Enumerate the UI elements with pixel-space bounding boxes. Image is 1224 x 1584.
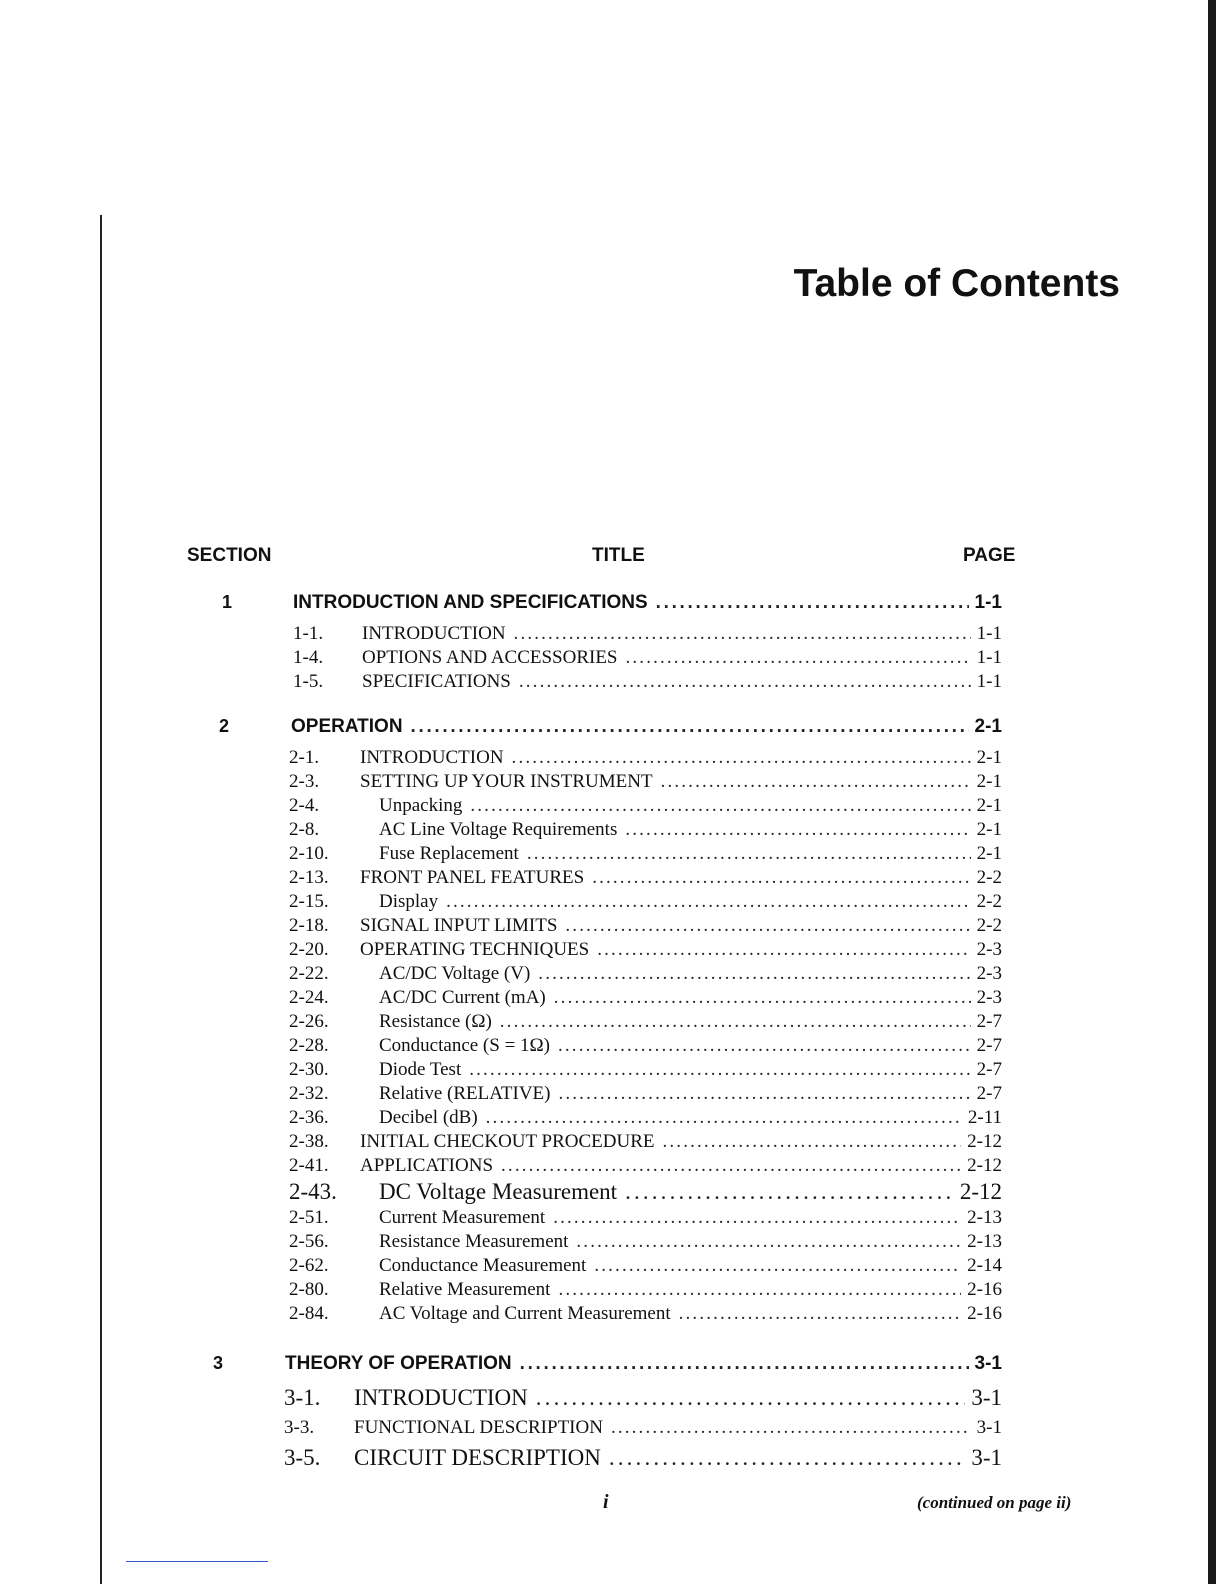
section-title: THEORY OF OPERATION xyxy=(285,1353,512,1374)
entry-label: Relative Measurement xyxy=(379,1279,551,1300)
dot-leader xyxy=(656,592,969,614)
toc-entry[interactable] xyxy=(289,795,1002,817)
footer-page-number: i xyxy=(603,1491,609,1513)
toc-entry[interactable] xyxy=(293,623,1002,645)
column-header-title: TITLE xyxy=(592,545,645,566)
entry-page: 2-12 xyxy=(967,1131,1002,1152)
entry-page: 2-7 xyxy=(976,1059,1002,1080)
dot-leader xyxy=(625,819,970,841)
toc-entry[interactable] xyxy=(284,1417,1002,1439)
entry-label: Display xyxy=(379,891,439,912)
entry-number: 3-1. xyxy=(284,1385,321,1410)
entry-label: SETTING UP YOUR INSTRUMENT xyxy=(360,771,653,792)
entry-number: 2-30. xyxy=(289,1059,329,1080)
entry-number: 2-32. xyxy=(289,1083,329,1104)
entry-label: FRONT PANEL FEATURES xyxy=(360,867,585,888)
entry-label: APPLICATIONS xyxy=(360,1155,494,1176)
entry-page: 2-1 xyxy=(976,771,1002,792)
toc-entry[interactable] xyxy=(289,1035,1002,1057)
entry-number: 2-62. xyxy=(289,1255,329,1276)
dot-leader xyxy=(594,1255,961,1277)
entry-page: 2-7 xyxy=(976,1083,1002,1104)
dot-leader xyxy=(500,1011,971,1033)
entry-page: 2-12 xyxy=(967,1155,1002,1176)
entry-page: 2-7 xyxy=(976,1011,1002,1032)
dot-leader xyxy=(527,843,971,865)
entry-page: 2-11 xyxy=(967,1107,1002,1128)
toc-entry[interactable] xyxy=(289,939,1002,961)
dot-leader xyxy=(663,1131,962,1153)
dot-leader xyxy=(565,915,970,937)
dot-leader xyxy=(536,1385,966,1411)
entry-label: DC Voltage Measurement xyxy=(379,1179,618,1204)
entry-label: AC Voltage and Current Measurement xyxy=(379,1303,671,1324)
dot-leader xyxy=(554,987,971,1009)
entry-number: 3-5. xyxy=(284,1445,321,1470)
entry-label: Resistance Measurement xyxy=(379,1231,569,1252)
entry-number: 2-13. xyxy=(289,867,329,888)
entry-number: 2-56. xyxy=(289,1231,329,1252)
dot-leader xyxy=(597,939,970,961)
entry-page: 2-3 xyxy=(976,939,1002,960)
entry-number: 2-8. xyxy=(289,819,320,840)
section-page: 1-1 xyxy=(974,592,1002,613)
entry-label: OPTIONS AND ACCESSORIES xyxy=(362,647,618,668)
dot-leader xyxy=(519,671,971,693)
toc-entry[interactable] xyxy=(289,1303,1002,1325)
entry-number: 2-38. xyxy=(289,1131,329,1152)
entry-page: 1-1 xyxy=(976,671,1002,692)
entry-number: 2-22. xyxy=(289,963,329,984)
entry-label: SIGNAL INPUT LIMITS xyxy=(360,915,558,936)
dot-leader xyxy=(679,1303,962,1325)
entry-page: 2-7 xyxy=(976,1035,1002,1056)
toc-entry[interactable] xyxy=(289,1155,1002,1177)
entry-number: 2-80. xyxy=(289,1279,329,1300)
entry-label: Diode Test xyxy=(379,1059,462,1080)
dot-leader xyxy=(558,1279,961,1301)
dot-leader xyxy=(592,867,970,889)
entry-number: 2-43. xyxy=(289,1179,337,1204)
entry-page: 1-1 xyxy=(976,647,1002,668)
entry-page: 2-2 xyxy=(976,891,1002,912)
section-title-row[interactable] xyxy=(285,1353,1002,1375)
dot-leader xyxy=(520,1353,969,1375)
dot-leader xyxy=(661,771,971,793)
entry-label: Resistance (Ω) xyxy=(379,1011,492,1032)
entry-number: 1-5. xyxy=(293,671,324,692)
toc-entry[interactable] xyxy=(289,1131,1002,1153)
entry-page: 2-3 xyxy=(976,963,1002,984)
entry-label: INITIAL CHECKOUT PROCEDURE xyxy=(360,1131,655,1152)
page-title: Table of Contents xyxy=(793,262,1120,305)
entry-number: 2-18. xyxy=(289,915,329,936)
entry-page: 2-3 xyxy=(976,987,1002,1008)
entry-number: 2-84. xyxy=(289,1303,329,1324)
entry-number: 2-41. xyxy=(289,1155,329,1176)
toc-entry[interactable] xyxy=(289,915,1002,937)
toc-entry[interactable] xyxy=(289,1255,1002,1277)
toc-entry[interactable] xyxy=(289,1059,1002,1081)
entry-label: FUNCTIONAL DESCRIPTION xyxy=(354,1417,603,1438)
entry-page: 2-16 xyxy=(967,1279,1002,1300)
entry-page: 3-1 xyxy=(971,1445,1002,1470)
toc-entry[interactable] xyxy=(284,1385,1002,1411)
toc-entry[interactable] xyxy=(289,1011,1002,1033)
entry-number: 3-3. xyxy=(284,1417,315,1438)
dot-leader xyxy=(558,1083,970,1105)
scan-edge-right xyxy=(1208,0,1216,1584)
section-title-row[interactable] xyxy=(293,592,1002,614)
entry-label: INTRODUCTION xyxy=(354,1385,528,1410)
entry-label: AC Line Voltage Requirements xyxy=(379,819,618,840)
dot-leader xyxy=(512,747,971,769)
entry-number: 2-51. xyxy=(289,1207,329,1228)
entry-label: Decibel (dB) xyxy=(379,1107,478,1128)
dot-leader xyxy=(625,1179,954,1205)
entry-page: 2-16 xyxy=(967,1303,1002,1324)
entry-number: 2-20. xyxy=(289,939,329,960)
entry-number: 1-4. xyxy=(293,647,324,668)
entry-number: 2-3. xyxy=(289,771,320,792)
column-header-page: PAGE xyxy=(963,545,1016,566)
scan-edge-left xyxy=(100,215,102,1584)
entry-label: AC/DC Voltage (V) xyxy=(379,963,531,984)
dot-leader xyxy=(558,1035,971,1057)
entry-page: 2-1 xyxy=(976,843,1002,864)
entry-number: 1-1. xyxy=(293,623,324,644)
dot-leader xyxy=(576,1231,961,1253)
section-number: 3 xyxy=(212,1353,223,1373)
toc-entry[interactable] xyxy=(289,867,1002,889)
dot-leader xyxy=(538,963,970,985)
toc-entry[interactable] xyxy=(293,647,1002,669)
dot-leader xyxy=(514,623,971,645)
entry-page: 2-14 xyxy=(967,1255,1002,1276)
scan-underline-mark xyxy=(126,1561,268,1562)
entry-label: Current Measurement xyxy=(379,1207,546,1228)
dot-leader xyxy=(611,1417,971,1439)
toc-entry[interactable] xyxy=(289,1231,1002,1253)
entry-label: CIRCUIT DESCRIPTION xyxy=(354,1445,601,1470)
toc-entry[interactable] xyxy=(289,891,1002,913)
toc-entry[interactable] xyxy=(289,747,1002,769)
entry-label: SPECIFICATIONS xyxy=(362,671,511,692)
entry-page: 3-1 xyxy=(971,1385,1002,1410)
toc-entry[interactable] xyxy=(289,1207,1002,1229)
entry-page: 2-2 xyxy=(976,915,1002,936)
dot-leader xyxy=(411,716,969,738)
toc-entry[interactable] xyxy=(289,963,1002,985)
entry-number: 2-26. xyxy=(289,1011,329,1032)
section-page: 3-1 xyxy=(974,1353,1002,1374)
section-page: 2-1 xyxy=(974,716,1002,737)
toc-entry[interactable] xyxy=(293,671,1002,693)
entry-label: Unpacking xyxy=(379,795,463,816)
dot-leader xyxy=(501,1155,961,1177)
entry-page: 3-1 xyxy=(976,1417,1002,1438)
entry-label: Relative (RELATIVE) xyxy=(379,1083,551,1104)
footer-continued-note: (continued on page ii) xyxy=(917,1493,1072,1512)
toc-entry[interactable] xyxy=(289,1107,1002,1129)
entry-number: 2-10. xyxy=(289,843,329,864)
toc-entry[interactable] xyxy=(289,1179,1002,1205)
entry-number: 2-36. xyxy=(289,1107,329,1128)
toc-entry[interactable] xyxy=(289,771,1002,793)
entry-page: 2-1 xyxy=(976,795,1002,816)
entry-number: 2-4. xyxy=(289,795,320,816)
section-number: 1 xyxy=(221,592,232,612)
column-header-section: SECTION xyxy=(187,545,272,566)
section-title: OPERATION xyxy=(291,716,403,737)
entry-label: INTRODUCTION xyxy=(360,747,504,768)
section-title: INTRODUCTION AND SPECIFICATIONS xyxy=(293,592,648,613)
entry-number: 2-24. xyxy=(289,987,329,1008)
section-title-row[interactable] xyxy=(291,716,1002,738)
dot-leader xyxy=(553,1207,961,1229)
entry-page: 2-1 xyxy=(976,819,1002,840)
dot-leader xyxy=(486,1107,962,1129)
entry-number: 2-1. xyxy=(289,747,320,768)
toc-entry[interactable] xyxy=(289,843,1002,865)
entry-page: 2-2 xyxy=(976,867,1002,888)
entry-label: Fuse Replacement xyxy=(379,843,519,864)
toc-entry[interactable] xyxy=(289,1279,1002,1301)
entry-page: 2-13 xyxy=(967,1231,1002,1252)
entry-label: Conductance Measurement xyxy=(379,1255,587,1276)
entry-page: 1-1 xyxy=(976,623,1002,644)
entry-page: 2-13 xyxy=(967,1207,1002,1228)
entry-number: 2-28. xyxy=(289,1035,329,1056)
entry-page: 2-12 xyxy=(959,1179,1002,1204)
dot-leader xyxy=(626,647,971,669)
toc-entry[interactable] xyxy=(284,1445,1002,1471)
entry-label: OPERATING TECHNIQUES xyxy=(360,939,590,960)
toc-entry[interactable] xyxy=(289,1083,1002,1105)
entry-number: 2-15. xyxy=(289,891,329,912)
section-number: 2 xyxy=(218,716,229,736)
toc-entry[interactable] xyxy=(289,987,1002,1009)
entry-label: Conductance (S = 1Ω) xyxy=(379,1035,550,1056)
entry-label: INTRODUCTION xyxy=(362,623,506,644)
toc-entry[interactable] xyxy=(289,819,1002,841)
entry-page: 2-1 xyxy=(976,747,1002,768)
entry-label: AC/DC Current (mA) xyxy=(379,987,546,1008)
dot-leader xyxy=(470,795,970,817)
dot-leader xyxy=(469,1059,970,1081)
dot-leader xyxy=(446,891,971,913)
dot-leader xyxy=(609,1445,965,1471)
